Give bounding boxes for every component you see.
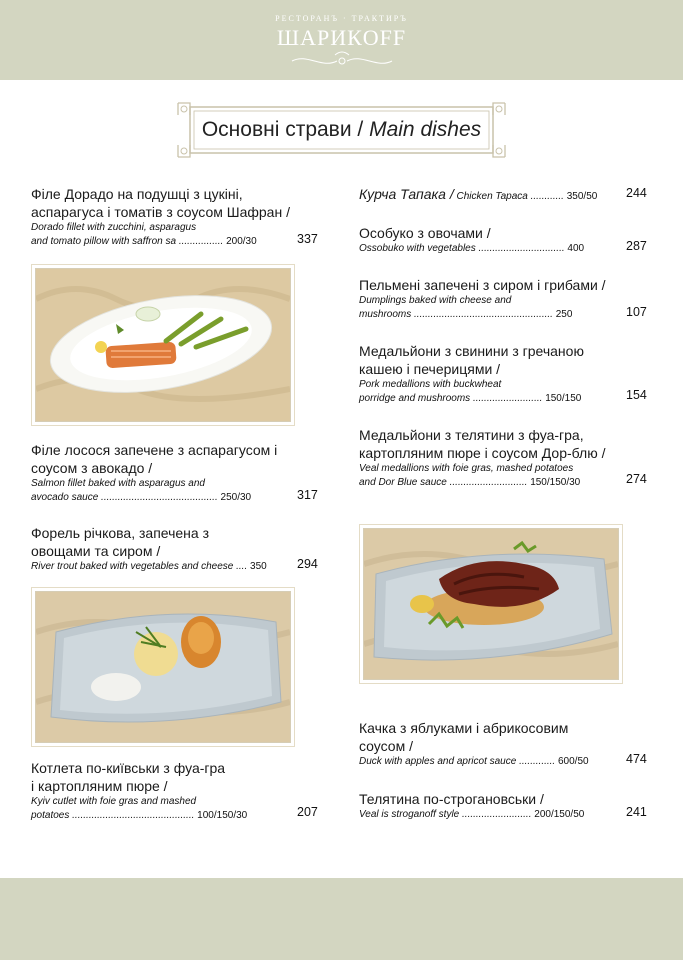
item-english (359, 476, 654, 490)
section-title-separator: / (351, 118, 370, 141)
item-english: Dorado fillet with zucchini, asparagus (31, 222, 197, 233)
item-english-tail: River trout baked with vegetables and cheese .... (31, 561, 248, 572)
item-name: Телятина по-строгановськи / (359, 791, 544, 807)
item-english (31, 491, 326, 505)
section-title-ua: Основні страви (201, 118, 352, 141)
section-title-en: Main dishes (369, 118, 482, 141)
duck-dish-image (364, 529, 618, 679)
item-weight: 100/150/30 (197, 810, 248, 821)
item-price: 244 (626, 186, 647, 200)
logo-ornament-icon (287, 51, 397, 71)
item-weight: 250/30 (220, 492, 252, 503)
item-name: соусом / (359, 738, 413, 754)
item-english-tail: and tomato pillow with saffron sa ................ (31, 236, 224, 247)
menu-item-dorado (31, 185, 326, 249)
item-english-tail: avocado sauce .......................................... (31, 492, 218, 503)
item-name: соусом з авокадо / (31, 460, 153, 476)
item-name: Філе лосося запечене з аспарагусом і (31, 442, 278, 458)
menu-item-veal-medallions (359, 426, 654, 490)
duck-photo (363, 528, 619, 680)
item-name: аспарагуса і томатів з соусом Шафран / (31, 204, 290, 220)
item-english-tail: potatoes ............................................ (31, 810, 195, 821)
menu-item-trout (31, 524, 326, 574)
item-name: Пельмені запечені з сиром і грибами / (359, 277, 606, 293)
menu-item-duck (359, 719, 654, 769)
item-english-tail: Chicken Tapaca ............ (456, 191, 564, 202)
item-english (31, 560, 326, 574)
item-name: Медальйони з свинини з гречаною (359, 343, 584, 359)
restaurant-logo (250, 14, 433, 78)
item-english: Salmon fillet baked with asparagus and (31, 478, 205, 489)
item-weight: 400 (567, 243, 585, 254)
item-price: 241 (626, 805, 647, 819)
item-weight: 150/150/30 (530, 477, 581, 488)
item-price: 287 (626, 239, 647, 253)
item-english-tail: and Dor Blue sauce ............................ (359, 477, 528, 488)
item-name: Курча Тапака / (359, 186, 454, 202)
item-price: 107 (626, 305, 647, 319)
item-english-tail: Ossobuko with vegetables ............................... (359, 243, 565, 254)
item-price: 207 (297, 805, 318, 819)
item-english-tail: porridge and mushrooms ......................... (359, 393, 543, 404)
item-english (359, 308, 654, 322)
logo-subtitle: РЕСТОРАНЪ · ТРАКТИРЪ (275, 14, 408, 23)
item-english-tail: mushrooms .................................................. (359, 309, 553, 320)
menu-item-stroganoff (359, 790, 654, 822)
menu-item-chicken-tapaca (359, 185, 654, 204)
item-price: 154 (626, 388, 647, 402)
item-price: 474 (626, 752, 647, 766)
item-name: Котлета по-київськи з фуа-гра (31, 760, 226, 776)
menu-item-dumplings (359, 276, 654, 322)
section-title-frame (176, 101, 507, 159)
item-english: Dumplings baked with cheese and (359, 295, 512, 306)
logo-name: ШАРИКOFF (276, 25, 407, 50)
item-name: Філе Дорадо на подушці з цукіні, (31, 186, 243, 202)
item-name: Медальйони з телятини з фуа-гра, (359, 427, 584, 443)
item-weight: 250 (555, 309, 573, 320)
salmon-photo (35, 268, 291, 422)
salmon-dish-image (36, 269, 290, 421)
item-name: овощами та сиром / (31, 543, 161, 559)
item-name: Форель річкова, запечена з (31, 525, 210, 541)
kyiv-cutlet-photo (35, 591, 291, 743)
item-weight: 600/50 (558, 756, 589, 767)
item-weight: 350/50 (566, 191, 598, 202)
item-name: Особуко з овочами / (359, 225, 491, 241)
item-english (359, 242, 654, 256)
item-english: Veal medallions with foie gras, mashed potatoes (359, 463, 574, 474)
menu-item-kyiv-cutlet (31, 759, 326, 823)
item-price: 317 (297, 488, 318, 502)
item-price: 337 (297, 232, 318, 246)
section-title (176, 118, 507, 142)
item-name: Качка з яблуками і абрикосовим (359, 720, 569, 736)
item-line (359, 185, 654, 204)
item-english (359, 755, 654, 769)
item-english: Kyiv cutlet with foie gras and mashed (31, 796, 197, 807)
footer-band (0, 878, 683, 960)
item-name: і картопляним пюре / (31, 778, 168, 794)
item-name: картопляним пюре і соусом Дор-блю / (359, 445, 606, 461)
item-english (359, 808, 654, 822)
item-price: 294 (297, 557, 318, 571)
item-weight: 200/30 (226, 236, 257, 247)
item-weight: 150/150 (545, 393, 582, 404)
menu-item-salmon (31, 441, 326, 505)
item-name: кашею і печерицями / (359, 361, 501, 377)
item-weight: 350 (250, 561, 267, 572)
item-english-tail: Veal is stroganoff style ......................... (359, 809, 532, 820)
item-english: Pork medallions with buckwheat (359, 379, 502, 390)
item-english (31, 235, 326, 249)
item-english (359, 392, 654, 406)
menu-item-ossobuko (359, 224, 654, 256)
item-english (31, 809, 326, 823)
item-english-tail: Duck with apples and apricot sauce ............. (359, 756, 556, 767)
item-price: 274 (626, 472, 647, 486)
kyiv-cutlet-dish-image (36, 592, 290, 742)
item-weight: 200/150/50 (534, 809, 585, 820)
menu-item-pork-medallions (359, 342, 654, 406)
